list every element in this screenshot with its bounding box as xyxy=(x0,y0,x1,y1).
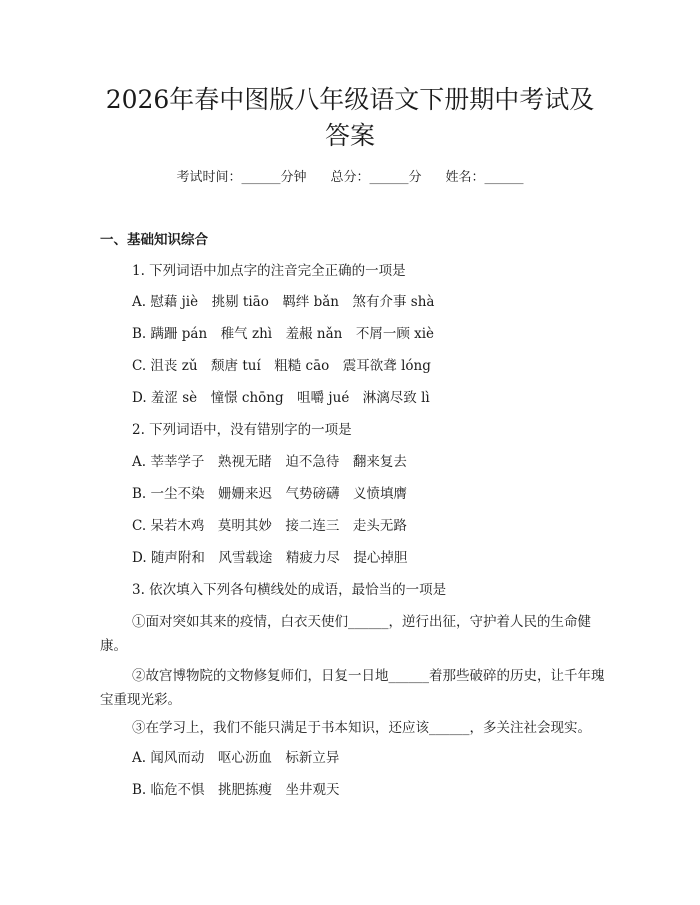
question-1-option-a: A. 慰藉 jiè 挑剔 tiāo 羁绊 bǎn 煞有介事 shà xyxy=(132,294,435,310)
question-1-stem: 1. 下列词语中加点字的注音完全正确的一项是 xyxy=(132,263,406,279)
exam-title: 2026年春中图版八年级语文下册期中考试及答案 xyxy=(105,85,595,150)
score-label: 总分： xyxy=(330,170,370,185)
time-unit: 分钟 xyxy=(280,170,307,185)
exam-info-line xyxy=(0,169,700,187)
score-blank: ______ xyxy=(369,170,409,185)
question-2-option-b: B. 一尘不染 姗姗来迟 气势磅礴 义愤填膺 xyxy=(132,486,408,502)
question-3-option-b: B. 临危不惧 挑肥拣瘦 坐井观天 xyxy=(132,782,340,798)
name-blank: ______ xyxy=(484,170,524,185)
question-3-sentence-3: ③在学习上，我们不能只满足于书本知识，还应该______，多关注社会现实。 xyxy=(132,720,591,736)
question-2-stem: 2. 下列词语中，没有错别字的一项是 xyxy=(132,422,352,438)
question-1-option-b: B. 蹒跚 pán 稚气 zhì 羞赧 nǎn 不屑一顾 xiè xyxy=(132,326,435,342)
question-2-option-c: C. 呆若木鸡 莫明其妙 接二连三 走头无路 xyxy=(132,518,407,534)
score-unit: 分 xyxy=(408,170,422,185)
question-3-stem: 3. 依次填入下列各句横线处的成语，最恰当的一项是 xyxy=(132,582,447,598)
question-3-option-a: A. 闻风而动 呕心沥血 标新立异 xyxy=(132,750,340,766)
question-3-sentence-1: ①面对突如其来的疫情，白衣天使们______，逆行出征，守护着人民的生命健康。 xyxy=(100,614,591,654)
question-3-sentence-2: ②故宫博物院的文物修复师们，日复一日地______着那些破碎的历史，让千年瑰宝重现光彩。 xyxy=(100,668,605,708)
question-1-option-c: C. 沮丧 zǔ 颓唐 tuí 粗糙 cāo 震耳欲聋 lóng xyxy=(132,358,431,374)
name-label: 姓名： xyxy=(445,170,485,185)
question-2-option-a: A. 莘莘学子 熟视无睹 迫不急待 翻来复去 xyxy=(132,454,407,470)
time-label: 考试时间： xyxy=(176,170,242,185)
time-blank: ______ xyxy=(241,170,281,185)
question-2-option-d: D. 随声附和 风雪载途 精疲力尽 提心掉胆 xyxy=(132,550,408,566)
section-heading: 一、基础知识综合 xyxy=(100,232,208,248)
question-1-option-d: D. 羞涩 sè 憧憬 chōng 咀嚼 jué 淋漓尽致 lì xyxy=(132,390,430,406)
